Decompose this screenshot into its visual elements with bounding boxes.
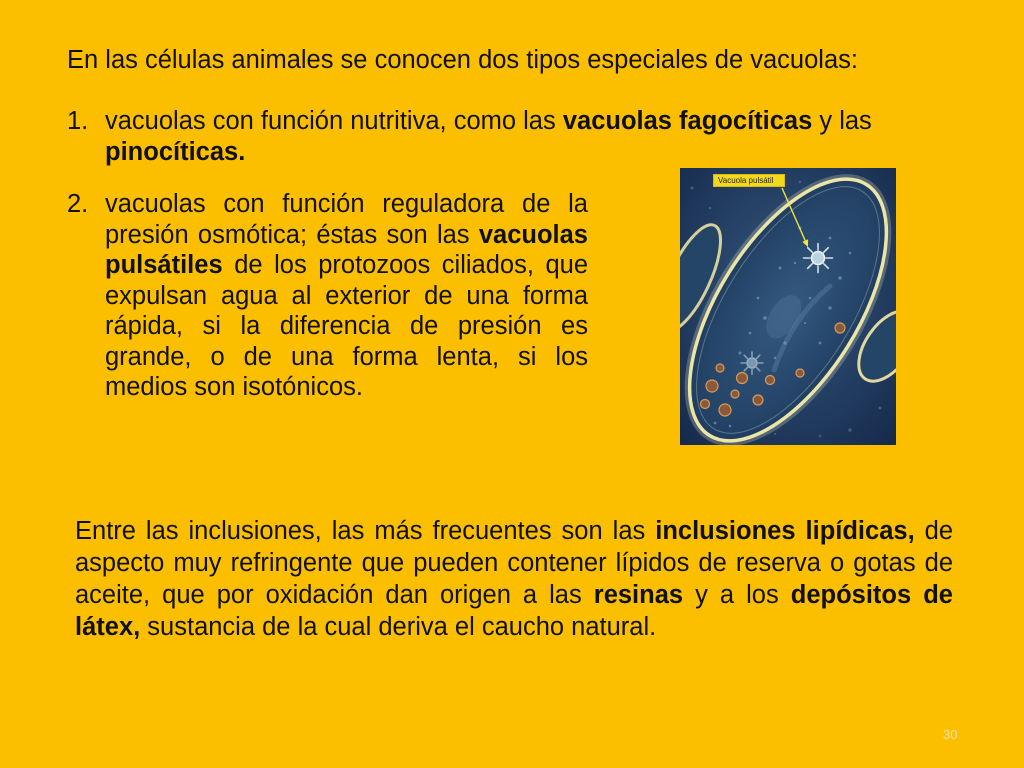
text-run: vacuolas con función nutritiva, como las <box>105 107 563 135</box>
list-marker: 2. <box>67 190 89 218</box>
bold-term-inclusiones-lipidicas: inclusiones lipídicas, <box>655 517 915 545</box>
food-vacuole <box>701 400 710 409</box>
contractile-vacuole-bottom <box>741 352 763 374</box>
cytoplasm-granule <box>794 262 796 264</box>
list-marker: 1. <box>67 107 89 135</box>
text-run: vacuolas con función reguladora de la presión osmótica; éstas son las <box>105 190 588 249</box>
cytoplasm-granule <box>774 357 776 359</box>
food-vacuole <box>753 395 763 405</box>
text-run: de aspecto muy refringente que pueden contener lípidos de reserva o gotas de aceite, que por oxidación dan origen a las <box>75 517 954 609</box>
cytoplasm-granule <box>729 425 732 428</box>
vacuole-core <box>747 358 757 368</box>
cytoplasm-granule <box>714 422 717 425</box>
figure-label: Vacuola pulsátil <box>713 174 785 187</box>
slide-title: En las células animales se conocen dos tipos especiales de vacuolas: <box>67 46 858 74</box>
cytoplasm-granule <box>783 341 786 344</box>
food-vacuole <box>706 380 718 392</box>
background-speck <box>879 407 882 410</box>
food-vacuole <box>737 373 748 384</box>
paramecium-micrograph-image <box>680 168 896 445</box>
cytoplasm-granule <box>749 332 752 335</box>
cytoplasm-granule <box>809 297 812 300</box>
bold-term-resinas: resinas <box>593 581 684 609</box>
cytoplasm-granule <box>829 237 832 240</box>
list-item-text <box>105 189 588 403</box>
bold-term-fagociticas: vacuolas fagocíticas <box>562 107 813 135</box>
text-run: sustancia de la cual deriva el caucho natural. <box>140 613 657 641</box>
bold-term-vacuolas-pulsatiles: vacuolas pulsátiles <box>105 220 588 279</box>
cytoplasm-granule <box>739 352 742 355</box>
background-speck <box>848 428 852 432</box>
food-vacuole <box>719 404 731 416</box>
inclusions-paragraph <box>75 515 953 643</box>
food-vacuole <box>731 390 739 398</box>
background-speck <box>774 433 776 435</box>
paramecium-micrograph <box>680 168 896 445</box>
food-vacuole <box>766 376 775 385</box>
bold-term-depositos-de-latex: depósitos de látex, <box>75 581 953 641</box>
cytoplasm-granule <box>819 342 822 345</box>
cytoplasm-granule <box>763 316 766 319</box>
list-item-text <box>105 106 955 167</box>
background-speck <box>691 187 694 190</box>
background-speck <box>709 207 711 209</box>
background-speck <box>799 181 801 183</box>
food-vacuole <box>835 323 845 333</box>
contractile-vacuole-top <box>804 244 833 273</box>
cytoplasm-granule <box>838 276 842 280</box>
cytoplasm-granule <box>779 267 782 270</box>
cytoplasm-granule <box>849 252 852 255</box>
cytoplasm-granule <box>804 322 806 324</box>
list-item-nutritive <box>67 106 955 167</box>
text-run: y a los <box>683 581 791 609</box>
text-run: de los protozoos ciliados, que expulsan agua al exterior de una forma rápida, si la diferencia de presión es grande, o de una forma lenta, si los medios son isotónicos. <box>105 251 588 401</box>
text-run: Entre las inclusiones, las más frecuentes son las <box>75 517 656 545</box>
background-speck <box>819 435 822 438</box>
cytoplasm-granule <box>828 306 831 309</box>
food-vacuole <box>716 364 724 372</box>
list-item-regulatory <box>67 189 588 403</box>
page-number: 30 <box>943 727 958 742</box>
cytoplasm-granule <box>757 297 760 300</box>
text-run: y las <box>812 107 872 135</box>
food-vacuole <box>796 369 804 377</box>
vacuole-core <box>812 252 825 265</box>
bold-term-pinociticas: pinocíticas. <box>105 137 246 166</box>
